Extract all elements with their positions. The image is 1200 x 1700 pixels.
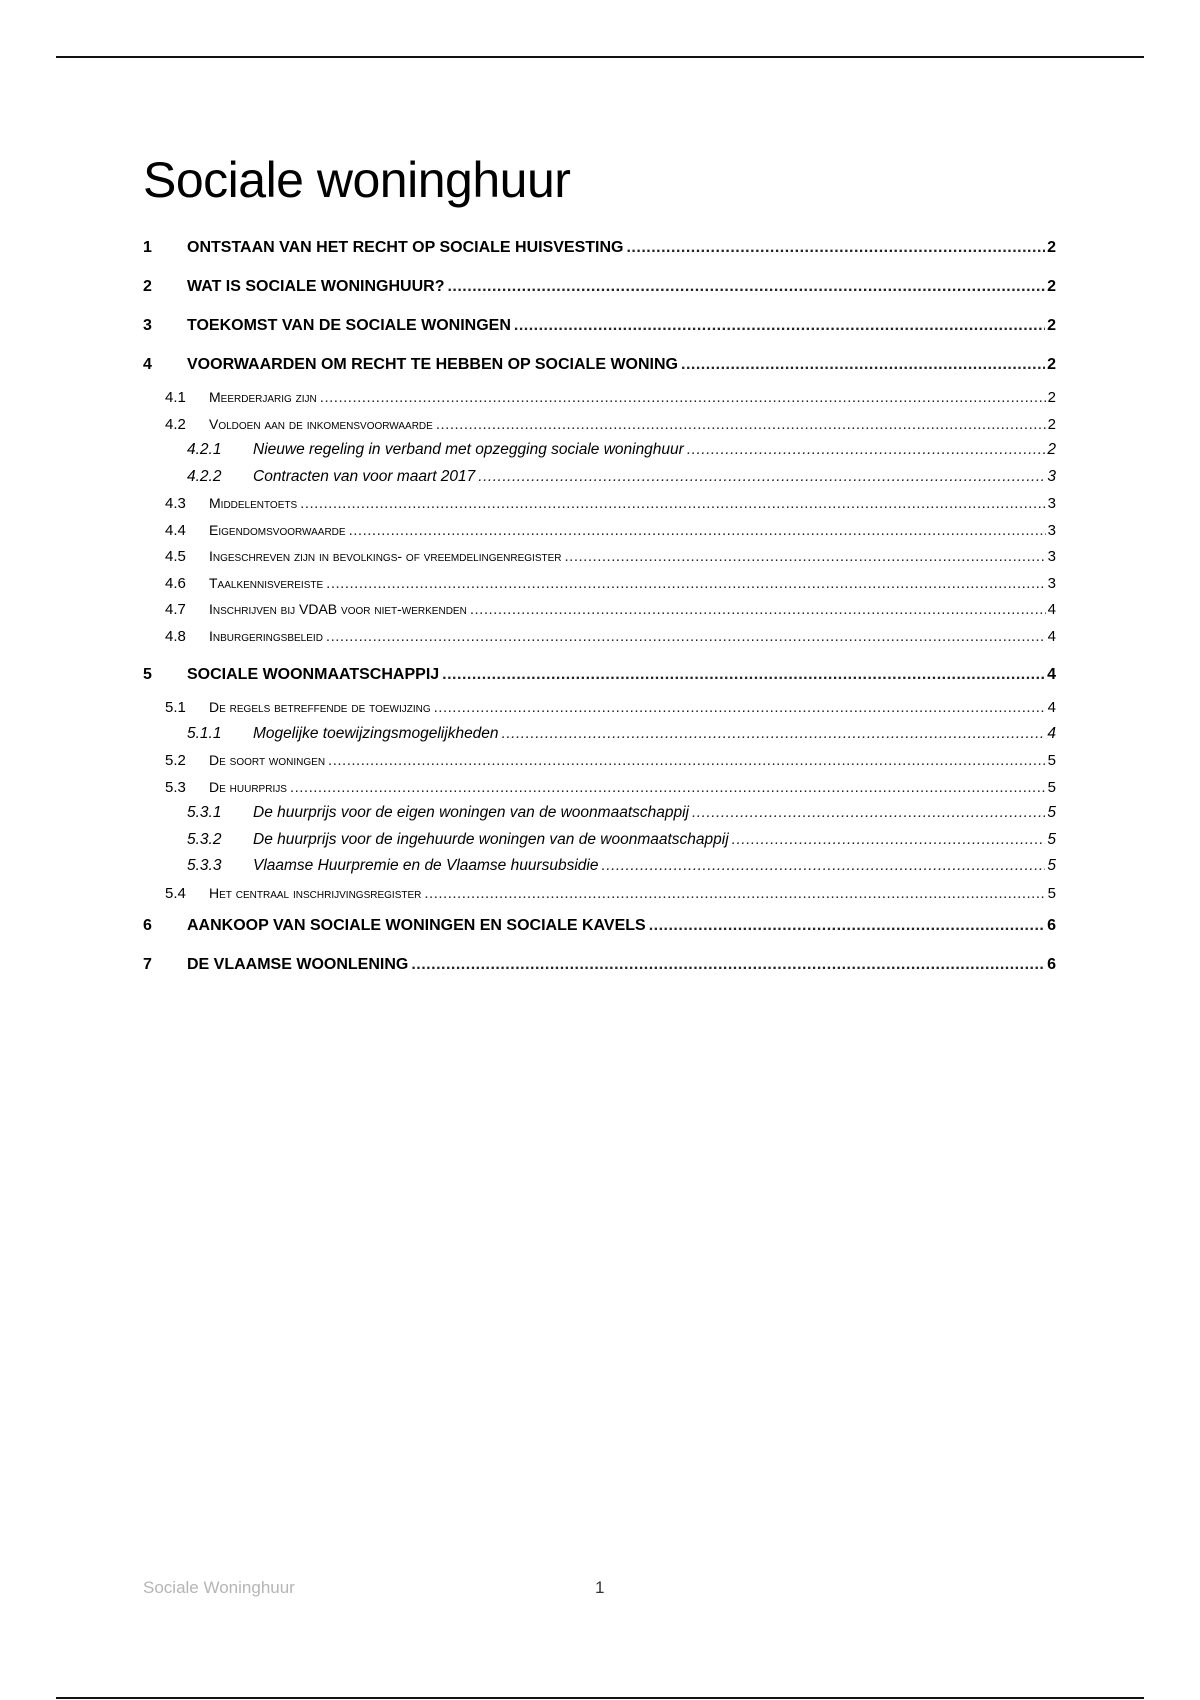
toc-leader — [470, 597, 1046, 624]
toc-number: 5.3 — [165, 778, 186, 796]
toc-leader — [649, 906, 1045, 945]
toc-label: Taalkennisvereiste — [209, 574, 324, 591]
toc-label: De huurprijs voor de eigen woningen van de woonmaatschappij — [253, 804, 689, 821]
page-content — [143, 150, 1056, 984]
toc-number: 4 — [143, 356, 152, 373]
toc-label: Vlaamse Huurpremie en de Vlaamse huursubsidie — [253, 857, 599, 874]
toc-number: 4.3 — [165, 495, 186, 512]
toc-entry-2[interactable] — [143, 267, 1056, 306]
toc-leader — [602, 853, 1046, 880]
toc-leader — [732, 827, 1046, 854]
toc-page: 6 — [1047, 956, 1056, 973]
toc-number: 1 — [143, 239, 152, 256]
footer-page-number: 1 — [595, 1578, 605, 1597]
toc-leader — [692, 800, 1045, 827]
toc-leader — [687, 437, 1046, 464]
toc-page: 5 — [1047, 857, 1056, 874]
toc-entry-5-3[interactable] — [143, 774, 1056, 801]
toc-page: 2 — [1047, 415, 1056, 433]
toc-leader — [349, 518, 1046, 545]
toc-leader — [290, 775, 1046, 802]
document-title: Sociale woninghuur — [143, 152, 571, 208]
toc-entry-4-4[interactable] — [143, 517, 1056, 544]
toc-label: Middelentoets — [209, 495, 298, 511]
toc-leader — [436, 412, 1046, 439]
toc-entry-4-8[interactable] — [143, 623, 1056, 650]
table-of-contents — [143, 228, 1056, 984]
toc-label: De soort woningen — [209, 752, 326, 768]
toc-label: De regels betreffende de toewijzing — [209, 699, 431, 715]
toc-leader — [320, 385, 1046, 412]
toc-entry-4-3[interactable] — [143, 490, 1056, 517]
toc-label: Inburgeringsbeleid — [209, 627, 323, 644]
toc-page: 3 — [1047, 574, 1056, 592]
toc-number: 7 — [143, 956, 152, 973]
toc-number: 5.3.3 — [187, 857, 222, 874]
toc-page: 5 — [1047, 804, 1056, 821]
toc-label: Meerderjarig zijn — [209, 389, 317, 405]
toc-number: 4.6 — [165, 574, 186, 592]
toc-entry-4-7[interactable] — [143, 596, 1056, 623]
toc-leader — [502, 721, 1046, 748]
toc-label: Eigendomsvoorwaarde — [209, 521, 346, 538]
toc-entry-4-5[interactable] — [143, 543, 1056, 570]
toc-leader — [434, 695, 1046, 722]
toc-label: DE VLAAMSE WOONLENING — [187, 956, 409, 973]
toc-page: 2 — [1047, 389, 1056, 406]
toc-page: 6 — [1047, 917, 1056, 934]
toc-entry-5-3-1[interactable] — [143, 800, 1056, 827]
toc-page: 5 — [1047, 830, 1056, 848]
toc-number: 2 — [143, 278, 152, 295]
footer-title: Sociale Woninghuur — [143, 1578, 295, 1597]
toc-page: 3 — [1047, 467, 1056, 485]
toc-number: 4.2.2 — [187, 467, 222, 485]
toc-leader — [411, 945, 1045, 984]
toc-leader — [328, 748, 1046, 775]
toc-number: 4.5 — [165, 548, 186, 565]
toc-label: ONTSTAAN VAN HET RECHT OP SOCIALE HUISVESTING — [187, 239, 624, 256]
toc-entry-5-3-2[interactable] — [143, 827, 1056, 854]
toc-entry-4-2[interactable] — [143, 411, 1056, 438]
header-rule — [56, 56, 1144, 58]
toc-number: 5.3.2 — [187, 830, 222, 848]
toc-page: 2 — [1047, 356, 1056, 373]
toc-number: 4.2 — [165, 415, 186, 433]
toc-label: Nieuwe regeling in verband met opzegging sociale woninghuur — [253, 441, 684, 458]
toc-entry-4-2-1[interactable] — [143, 437, 1056, 464]
toc-number: 5.1 — [165, 699, 186, 716]
toc-number: 5.2 — [165, 752, 186, 769]
toc-entry-4-1[interactable] — [143, 384, 1056, 411]
toc-entry-4-2-2[interactable] — [143, 464, 1056, 491]
toc-entry-5[interactable] — [143, 655, 1056, 694]
toc-number: 4.8 — [165, 627, 186, 645]
page-footer — [143, 1578, 1056, 1602]
toc-label: Inschrijven bij VDAB voor niet-werkenden — [209, 601, 467, 617]
toc-entry-6[interactable] — [143, 906, 1056, 945]
footer-rule — [56, 1697, 1144, 1699]
toc-page: 5 — [1047, 752, 1056, 769]
toc-leader — [565, 544, 1046, 571]
toc-page: 4 — [1047, 699, 1056, 716]
toc-leader — [447, 267, 1045, 306]
toc-leader — [681, 345, 1045, 384]
toc-page: 2 — [1047, 317, 1056, 334]
toc-entry-5-3-3[interactable] — [143, 853, 1056, 880]
toc-number: 4.4 — [165, 521, 186, 539]
toc-label: Ingeschreven zijn in bevolkings- of vreemdelingenregister — [209, 548, 562, 564]
toc-leader — [326, 571, 1046, 598]
toc-label: Voldoen aan de inkomensvoorwaarde — [209, 415, 433, 432]
toc-label: De huurprijs — [209, 778, 287, 795]
toc-page: 3 — [1047, 521, 1056, 539]
toc-number: 5.4 — [165, 884, 186, 902]
toc-label: WAT IS SOCIALE WONINGHUUR? — [187, 278, 445, 295]
toc-number: 5 — [143, 666, 152, 683]
toc-label: VOORWAARDEN OM RECHT TE HEBBEN OP SOCIALE WONING — [187, 356, 678, 373]
toc-page: 2 — [1047, 278, 1056, 295]
toc-leader — [442, 655, 1045, 694]
toc-page: 2 — [1047, 441, 1056, 458]
toc-leader — [514, 306, 1045, 345]
toc-entry-4-6[interactable] — [143, 570, 1056, 597]
toc-leader — [626, 228, 1045, 267]
toc-number: 4.2.1 — [187, 441, 222, 458]
toc-page: 4 — [1047, 601, 1056, 618]
toc-number: 3 — [143, 317, 152, 334]
toc-entry-5-2[interactable] — [143, 747, 1056, 774]
toc-entry-5-4[interactable] — [143, 880, 1056, 907]
toc-page: 3 — [1047, 548, 1056, 565]
toc-entry-3[interactable] — [143, 306, 1056, 345]
toc-page: 5 — [1047, 778, 1056, 796]
toc-entry-5-1-1[interactable] — [143, 721, 1056, 748]
toc-leader — [424, 881, 1045, 908]
toc-label: Het centraal inschrijvingsregister — [209, 884, 422, 901]
toc-page: 2 — [1047, 239, 1056, 256]
toc-number: 6 — [143, 917, 152, 934]
toc-label: AANKOOP VAN SOCIALE WONINGEN EN SOCIALE KAVELS — [187, 917, 646, 934]
toc-entry-4[interactable] — [143, 345, 1056, 384]
toc-page: 5 — [1047, 884, 1056, 902]
toc-entry-7[interactable] — [143, 945, 1056, 984]
toc-label: Mogelijke toewijzingsmogelijkheden — [253, 724, 499, 742]
toc-label: TOEKOMST VAN DE SOCIALE WONINGEN — [187, 317, 511, 334]
toc-label: SOCIALE WOONMAATSCHAPPIJ — [187, 666, 440, 683]
toc-label: Contracten van voor maart 2017 — [253, 467, 476, 485]
toc-number: 5.3.1 — [187, 804, 222, 821]
toc-entry-1[interactable] — [143, 228, 1056, 267]
toc-label: De huurprijs voor de ingehuurde woningen van de woonmaatschappij — [253, 830, 729, 848]
toc-page: 4 — [1047, 724, 1056, 742]
toc-number: 5.1.1 — [187, 724, 222, 742]
toc-page: 4 — [1047, 627, 1056, 645]
toc-number: 4.1 — [165, 389, 186, 406]
toc-number: 4.7 — [165, 601, 186, 618]
toc-page: 4 — [1047, 666, 1056, 683]
toc-page: 3 — [1047, 495, 1056, 512]
toc-leader — [478, 464, 1045, 491]
toc-leader — [326, 624, 1046, 651]
toc-leader — [300, 491, 1045, 518]
toc-entry-5-1[interactable] — [143, 694, 1056, 721]
